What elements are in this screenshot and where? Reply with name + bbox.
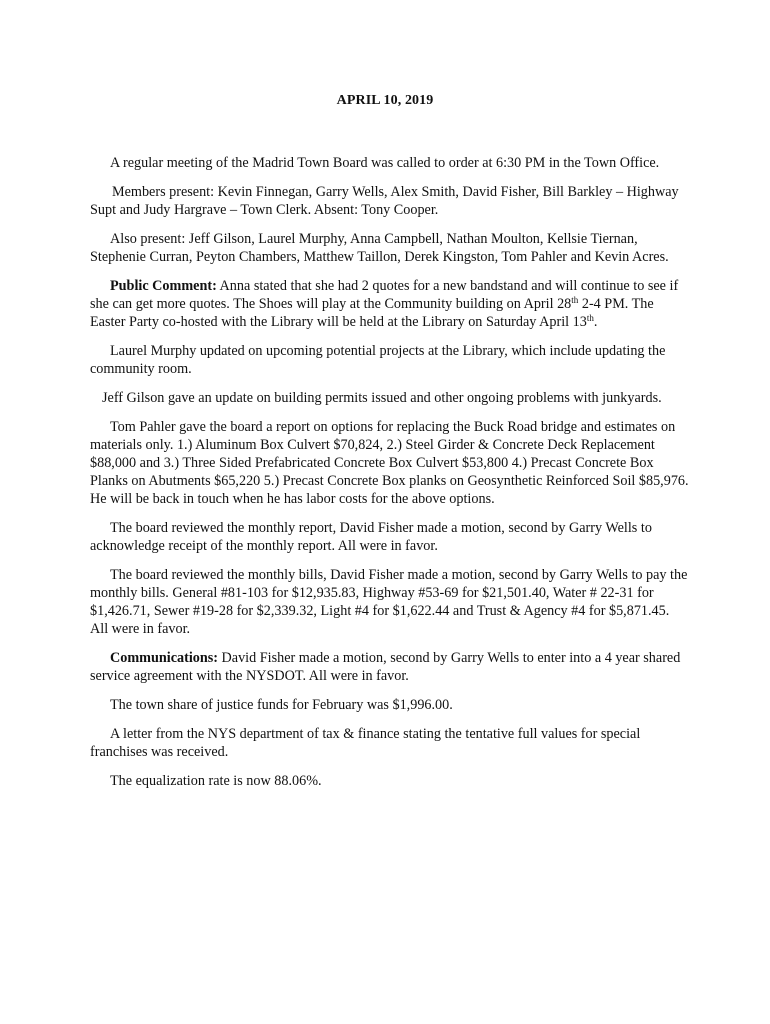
monthly-bills-paragraph: The board reviewed the monthly bills, David Fisher made a motion, second by Garry Wells to pay the monthly bills. General #81-103 for $12,935.83, Highway #53-69 for $21,501.40, Water # 22-31 for $1,426.71, Sewer #19-28 for $2,339.32, Light #4 for $1,622.44 and Trust & Agency #4 for $5,871.45. All were in favor. xyxy=(90,567,688,637)
building-permits-paragraph: Jeff Gilson gave an update on building permits issued and other ongoing problems with junkyards. xyxy=(102,390,662,406)
also-present-paragraph: Also present: Jeff Gilson, Laurel Murphy, Anna Campbell, Nathan Moulton, Kellsie Tiernan, Stephenie Curran, Peyton Chambers, Matthew Taillon, Derek Kingston, Tom Pahler and Kevin Acres. xyxy=(90,231,669,265)
public-comment-label: Public Comment: xyxy=(110,278,217,294)
call-to-order-paragraph: A regular meeting of the Madrid Town Board was called to order at 6:30 PM in the Town Office. xyxy=(110,155,660,171)
public-comment-text-b: 2-4 PM. The Easter Party co-hosted with the Library will be held at the Library on Saturday April 13 xyxy=(90,296,654,330)
communications-text: David Fisher made a motion, second by Garry Wells to enter into a 4 year shared service agreement with the NYSDOT. All were in favor. xyxy=(90,650,681,684)
justice-funds-paragraph: The town share of justice funds for February was $1,996.00. xyxy=(110,697,453,713)
public-comment-paragraph xyxy=(90,277,690,331)
bridge-report-paragraph: Tom Pahler gave the board a report on options for replacing the Buck Road bridge and estimates on materials only. 1.) Aluminum Box Culvert $70,824, 2.) Steel Girder & Concrete Deck Replacement $88,000 and 3.) Three Sided Prefabricated Concrete Box Culvert $53,800 4.) Precast Concrete Box Planks on Abutments $65,220 5.) Precast Concrete Box planks on Geosynthetic Reinforced Soil $85,976. He will be back in touch when he has labor costs for the above options. xyxy=(90,419,689,507)
monthly-report-paragraph: The board reviewed the monthly report, David Fisher made a motion, second by Garry Wells to acknowledge receipt of the monthly report. All were in favor. xyxy=(90,520,652,554)
equalization-rate-paragraph: The equalization rate is now 88.06%. xyxy=(110,773,322,789)
ordinal-suffix: th xyxy=(571,295,579,305)
ordinal-suffix: th xyxy=(586,313,594,323)
document-title: APRIL 10, 2019 xyxy=(336,93,434,108)
library-update-paragraph: Laurel Murphy updated on upcoming potential projects at the Library, which include updating the community room. xyxy=(90,343,666,377)
members-present-paragraph: Members present: Kevin Finnegan, Garry Wells, Alex Smith, David Fisher, Bill Barkley – Highway Supt and Judy Hargrave – Town Clerk. Absent: Tony Cooper. xyxy=(90,184,679,218)
communications-label: Communications: xyxy=(110,650,218,666)
public-comment-text-c: . xyxy=(593,314,598,330)
document-body xyxy=(90,154,690,801)
public-comment-text-a: Anna stated that she had 2 quotes for a new bandstand and will continue to see if she can get more quotes. The Shoes will play at the Community building on April 28 xyxy=(90,278,679,312)
communications-paragraph xyxy=(90,649,690,685)
tax-letter-paragraph: A letter from the NYS department of tax & finance stating the tentative full values for special franchises was received. xyxy=(90,726,641,760)
